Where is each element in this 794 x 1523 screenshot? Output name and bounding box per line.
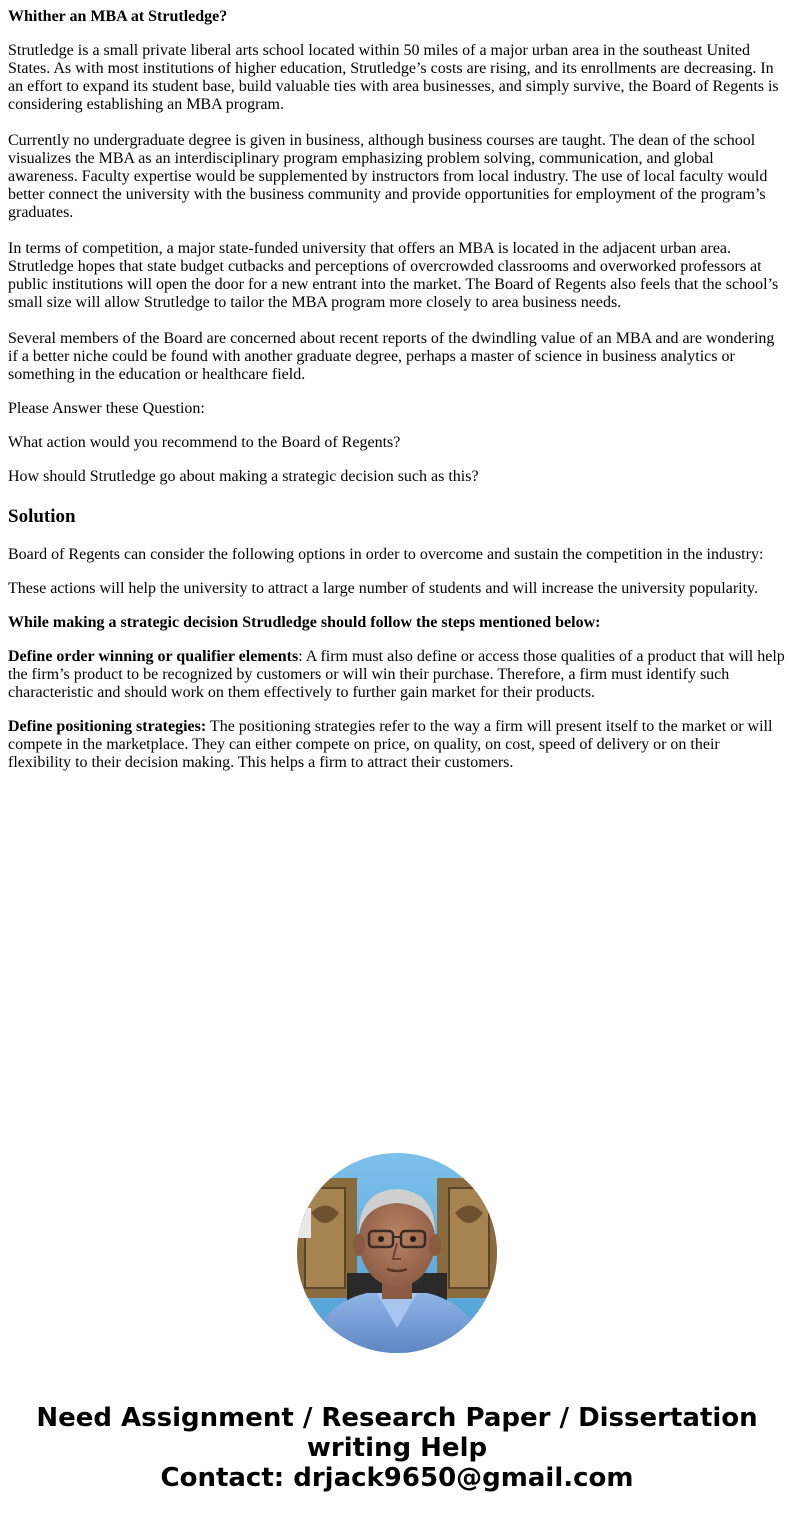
question-2: How should Strutledge go about making a strategic decision such as this? [8,468,479,485]
solution-actions: These actions will help the university to attract a large number of students and will increase the university popularity. [8,580,759,597]
question-paragraph-3: In terms of competition, a major state-funded university that offers an MBA is located in the adjacent urban area. Strutledge hopes that state budget cutbacks and perceptions of overcrowded classrooms and overworked professors at public institutions will open the door for a new entrant into the market. The Board of Regents also feels that the school’s small size will allow Strutledge to tailor the MBA program more closely to area business needs. [8,240,779,311]
banner-contact-email: Contact: drjack9650@gmail.com [160,1463,634,1493]
step-1 [8,648,786,702]
question-1: What action would you recommend to the Board of Regents? [8,434,401,451]
step-2-label: Define positioning strategies: [8,718,207,735]
step-2-text: The positioning strategies refer to the way a firm will present itself to the market or will compete in the marketplace. They can either compete on price, on quality, on cost, speed of delivery or on their flexibility to their decision making. This helps a firm to attract their customers. [8,718,773,771]
step-1-text: : A firm must also define or access those qualities of a product that will help the firm’s product to be recognized by customers or will win their purchase. Therefore, a firm must identify such characteristic and should work on them effectively to further gain market for their products. [8,648,785,701]
solution-intro: Board of Regents can consider the following options in order to overcome and sustain the competition in the industry: [8,546,764,563]
contact-banner [0,1403,794,1493]
document-body [8,8,786,788]
author-avatar [297,1153,497,1353]
question-title: Whither an MBA at Strutledge? [8,8,228,25]
step-1-label: Define order winning or qualifier elements [8,648,299,665]
banner-line-2: writing Help [306,1433,488,1463]
banner-line-1: Need Assignment / Research Paper / Dissertation [36,1403,758,1433]
question-paragraph-4: Several members of the Board are concerned about recent reports of the dwindling value of an MBA and are wondering if a better niche could be found with another graduate degree, perhaps a master of science in business analytics or something in the education or healthcare field. [8,330,775,383]
question-paragraph-2: Currently no undergraduate degree is given in business, although business courses are taught. The dean of the school visualizes the MBA as an interdisciplinary program emphasizing problem solving, communication, and global awareness. Faculty expertise would be supplemented by instructors from local industry. The use of local faculty would better connect the university with the business community and provide opportunities for employment of the program’s graduates. [8,132,768,221]
solution-heading: Solution [8,506,76,527]
steps-heading: While making a strategic decision Strudledge should follow the steps mentioned below: [8,614,601,631]
author-portrait-image [297,1153,497,1353]
step-2 [8,718,786,772]
question-paragraph-1: Strutledge is a small private liberal arts school located within 50 miles of a major urban area in the southeast United States. As with most institutions of higher education, Strutledge’s costs are rising, and its enrollments are decreasing. In an effort to expand its student base, build valuable ties with area businesses, and simply survive, the Board of Regents is considering establishing an MBA program. [8,42,779,113]
question-prompt: Please Answer these Question: [8,400,205,417]
